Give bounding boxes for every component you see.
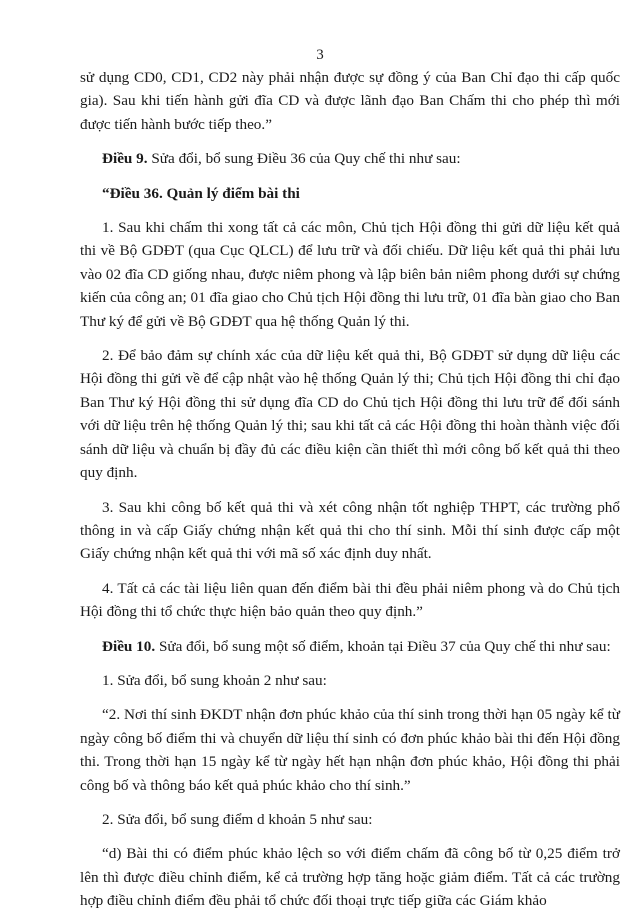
article-9-label: Điều 9.	[102, 150, 148, 168]
amendment-clause-2-text: “2. Nơi thí sinh ĐKDT nhận đơn phúc khảo của thí sinh trong thời hạn 05 ngày kể từ ngày công bố điểm thi và chuyển dữ liệu thí sinh có đơn phúc khảo bài thi đến Hội đồng thi. Trong thời hạn 15 ngày kể từ ngày hết hạn nhận đơn phúc khảo, Hội đồng thi phải công bố và thông báo kết quả phúc khảo cho thí sinh.”	[80, 706, 620, 794]
article-10-label: Điều 10.	[102, 637, 156, 655]
article-36-clause-1: 1. Sau khi chấm thi xong tất cả các môn, Chủ tịch Hội đồng thi gửi dữ liệu kết quả thi về Bộ GDĐT (qua Cục QLCL) để lưu trữ và đối chiếu. Dữ liệu kết quả thi phải lưu vào 02 đĩa CD giống nhau, được niêm phong và lập biên bản niêm phong dưới sự chứng kiến của công an; 01 đĩa giao cho Chủ tịch Hội đồng thi lưu trữ, 01 đĩa bàn giao cho Ban Thư ký để gửi về Bộ GDĐT qua hệ thống Quản lý thi.	[80, 219, 620, 330]
article-9-text: Sửa đổi, bổ sung Điều 36 của Quy chế thi như sau:	[147, 150, 461, 168]
article-9-heading	[80, 147, 620, 170]
article-10-text: Sửa đổi, bổ sung một số điểm, khoản tại Điều 37 của Quy chế thi như sau:	[155, 637, 611, 655]
amendment-item-1: 1. Sửa đổi, bổ sung khoản 2 như sau:	[102, 671, 327, 689]
amendment-point-d-text: “d) Bài thi có điểm phúc khảo lệch so với điểm chấm đã công bố từ 0,25 điểm trở lên thì được điều chỉnh điểm, kể cả trường hợp tăng hoặc giảm điểm. Tất cả các trường hợp điều chỉnh điểm đều phải tổ chức đối thoại trực tiếp giữa các Giám khảo	[80, 845, 620, 910]
page-number: 3	[316, 47, 324, 63]
amendment-item-2: 2. Sửa đổi, bổ sung điểm d khoản 5 như sau:	[102, 810, 373, 828]
article-10-heading	[80, 635, 620, 658]
article-36-title	[80, 182, 620, 205]
article-36-title-text: “Điều 36. Quản lý điểm bài thi	[102, 184, 300, 202]
paragraph-continuation: sử dụng CD0, CD1, CD2 này phải nhận được sự đồng ý của Ban Chỉ đạo thi cấp quốc gia). Sau khi tiến hành gửi đĩa CD và được lãnh đạo Ban Chấm thi cho phép thì mới được tiến hành bước tiếp theo.”	[80, 69, 620, 133]
document-body	[80, 66, 620, 913]
article-36-clause-3: 3. Sau khi công bố kết quả thi và xét công nhận tốt nghiệp THPT, các trường phổ thông in và cấp Giấy chứng nhận kết quả thi cho thí sinh. Mỗi thí sinh được cấp một Giấy chứng nhận kết quả thi với mã số xác định duy nhất.	[80, 498, 620, 563]
article-36-clause-4: 4. Tất cả các tài liệu liên quan đến điểm bài thi đều phải niêm phong và do Chủ tịch Hội đồng thi tổ chức thực hiện bảo quản theo quy định.”	[80, 579, 620, 621]
article-36-clause-2: 2. Để bảo đảm sự chính xác của dữ liệu kết quả thi, Bộ GDĐT sử dụng dữ liệu các Hội đồng thi gửi về để cập nhật vào hệ thống Quản lý thi; Chủ tịch Hội đồng thi chỉ đạo Ban Thư ký Hội đồng thi sử dụng đĩa CD do Chủ tịch Hội đồng thi lưu trữ để đối sánh với dữ liệu trên hệ thống Quản lý thi; sau khi tất cả các Hội đồng thi hoàn thành việc đối sánh dữ liệu và chuẩn bị đầy đủ các điều kiện cần thiết thì mới công bố kết quả thi theo quy định.	[80, 347, 620, 482]
